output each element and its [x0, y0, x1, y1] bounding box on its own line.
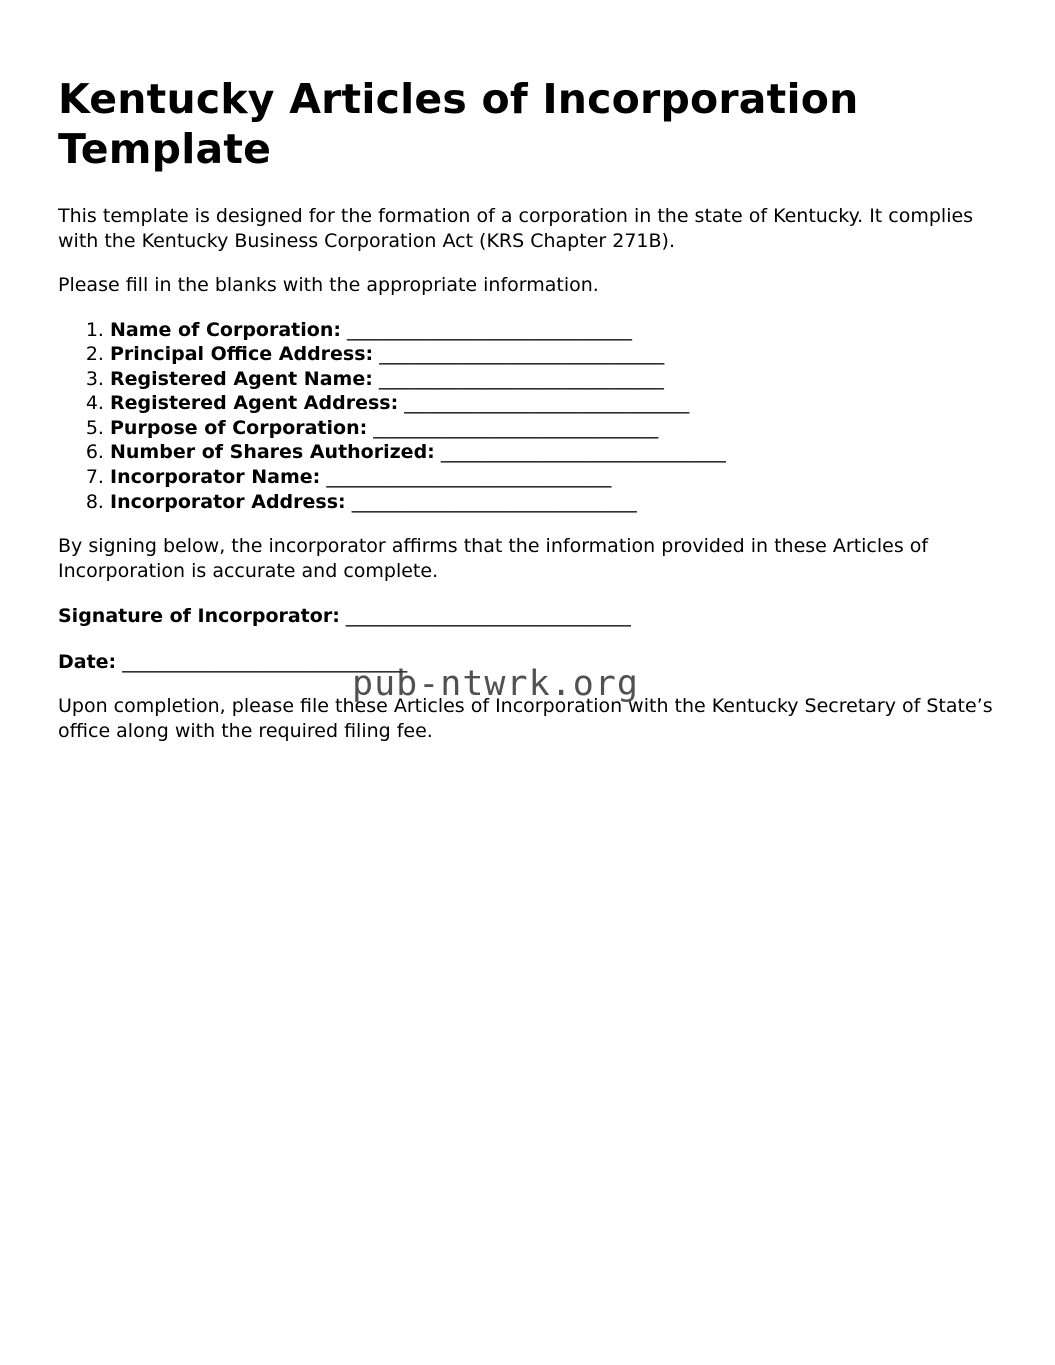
field-label: Registered Agent Address: — [110, 392, 399, 415]
field-registered-agent-name — [110, 367, 1003, 392]
instruction-paragraph: Please fill in the blanks with the appropriate information. — [58, 274, 599, 296]
date-line — [58, 650, 1003, 675]
signature-label: Signature of Incorporator: — [58, 605, 340, 628]
field-label: Incorporator Address: — [110, 490, 346, 513]
field-registered-agent-address — [110, 391, 1003, 416]
intro-paragraph: This template is designed for the formation of a corporation in the state of Kentucky. It complies with the Kentucky Business Corporation Act (KRS Chapter 271B). — [58, 205, 974, 252]
field-number-of-shares — [110, 440, 1003, 465]
field-blank[interactable]: ______________________________ — [404, 392, 690, 415]
field-blank[interactable]: ______________________________ — [373, 416, 659, 439]
field-label: Purpose of Corporation: — [110, 416, 368, 439]
document-title: Kentucky Articles of Incorporation Template — [58, 75, 859, 173]
field-label: Name of Corporation: — [110, 318, 341, 341]
field-name-of-corporation — [110, 318, 1003, 343]
watermark: pub-ntwrk.org — [352, 664, 639, 704]
signature-line — [58, 604, 1003, 629]
affirmation-paragraph: By signing below, the incorporator affirms that the information provided in these Articles of Incorporation is accurate and complete. — [58, 535, 929, 582]
field-principal-office-address — [110, 342, 1003, 367]
field-blank[interactable]: ______________________________ — [326, 466, 612, 489]
closing-paragraph: Upon completion, please file these Articles of Incorporation with the Kentucky Secretary of State’s office along with the required filing fee. — [58, 695, 993, 742]
field-label: Principal Office Address: — [110, 343, 374, 366]
field-label: Incorporator Name: — [110, 466, 321, 489]
field-blank[interactable]: ______________________________ — [347, 318, 632, 341]
field-label: Registered Agent Name: — [110, 367, 373, 390]
field-blank[interactable]: ______________________________ — [379, 343, 665, 366]
date-label: Date: — [58, 650, 117, 673]
document-page — [58, 74, 1003, 743]
field-blank[interactable]: ______________________________ — [378, 367, 664, 390]
date-blank[interactable]: ______________________________ — [122, 650, 408, 673]
signature-blank[interactable]: ______________________________ — [345, 605, 631, 628]
field-incorporator-name — [110, 465, 1003, 490]
field-blank[interactable]: ______________________________ — [440, 441, 726, 464]
field-blank[interactable]: ______________________________ — [351, 490, 637, 513]
field-incorporator-address — [110, 490, 1003, 515]
field-label: Number of Shares Authorized: — [110, 441, 435, 464]
fields-list — [58, 318, 1003, 515]
field-purpose-of-corporation — [110, 416, 1003, 441]
